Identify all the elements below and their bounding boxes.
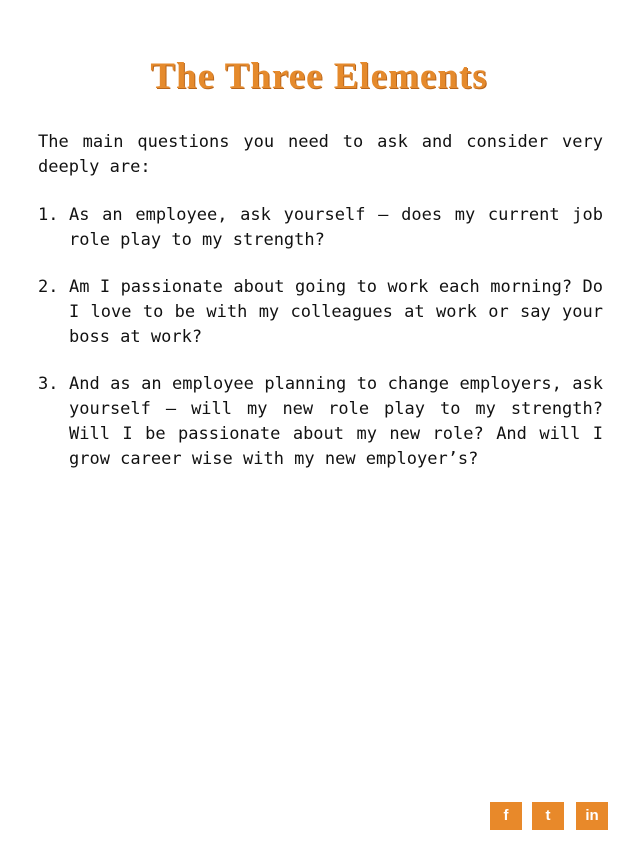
document-body	[38, 130, 603, 494]
list-item-text: And as an employee planning to change employers, ask yourself – will my new role play to my strength? Will I be passionate about my new role? And will I grow career wise with my new employer’s?	[69, 374, 603, 469]
list-item-text: Am I passionate about going to work each morning? Do I love to be with my colleagues at work or say your boss at work?	[69, 277, 603, 347]
twitter-share-button[interactable]: t	[532, 802, 564, 830]
list-item-number: 2.	[38, 277, 59, 297]
list-item-number: 1.	[38, 205, 59, 225]
list-item-number: 3.	[38, 374, 59, 394]
list-item	[38, 203, 603, 253]
page-title: The Three Elements	[150, 56, 488, 97]
facebook-share-button[interactable]: f	[490, 802, 522, 830]
list-item	[38, 372, 603, 472]
intro-paragraph: The main questions you need to ask and consider very deeply are:	[38, 132, 603, 177]
linkedin-share-button[interactable]: in	[576, 802, 608, 830]
question-list	[38, 203, 603, 472]
list-item-text: As an employee, ask yourself – does my current job role play to my strength?	[69, 205, 603, 250]
list-item	[38, 275, 603, 350]
